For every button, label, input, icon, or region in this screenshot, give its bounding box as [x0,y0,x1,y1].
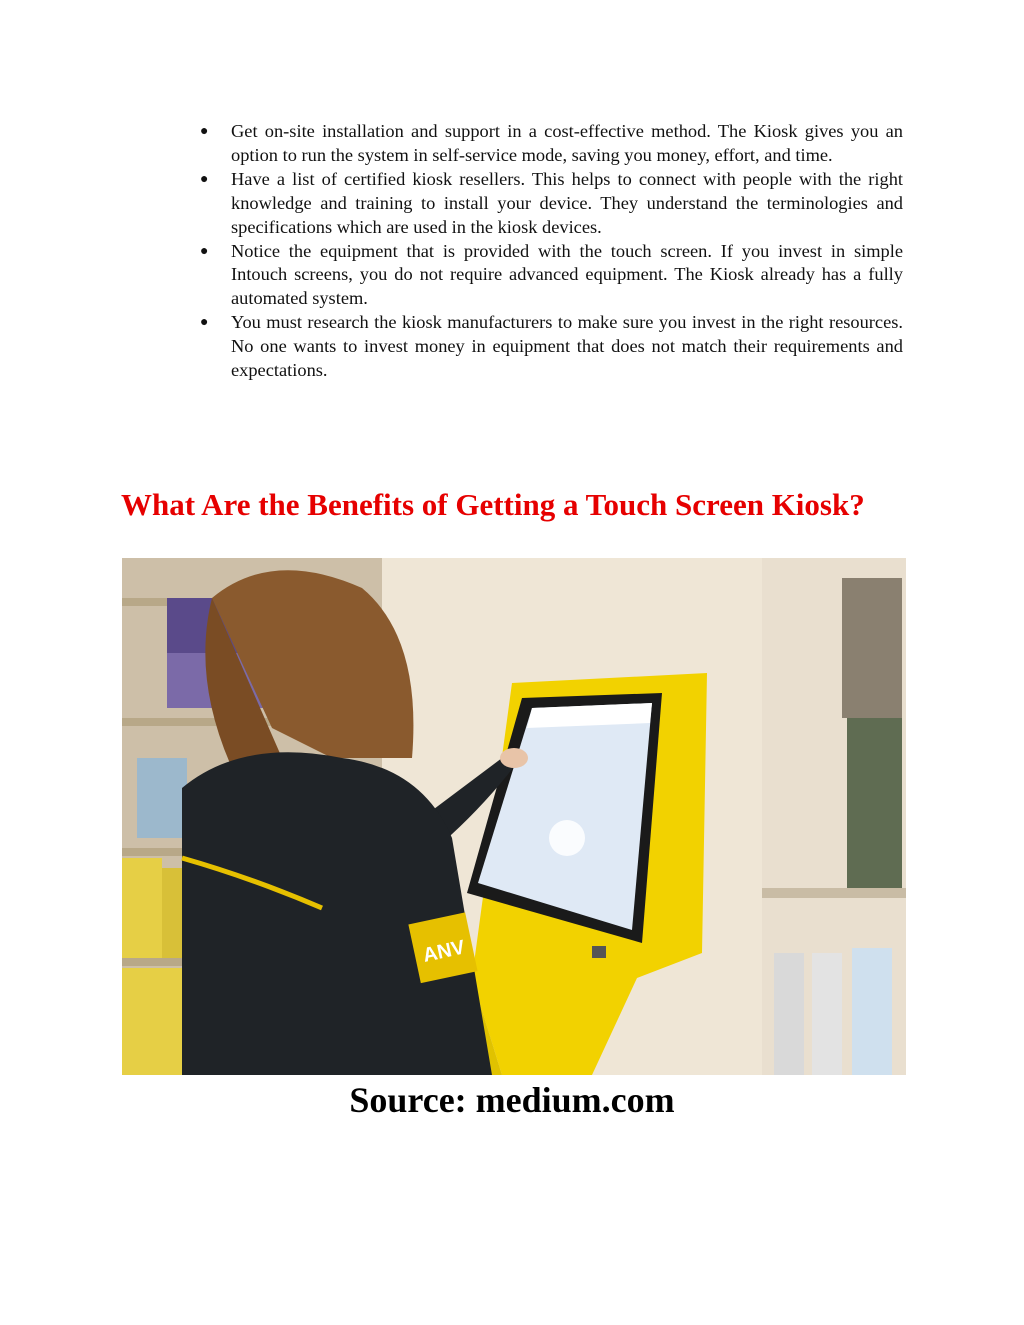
bullet-text: Notice the equipment that is provided with the touch screen. If you invest in simple Intouch screens, you do not require advanced equipment. The Kiosk already has a fully automated system. [231,240,903,309]
bullet-item [200,120,903,168]
bullet-item [200,240,903,312]
section-heading: What Are the Benefits of Getting a Touch Screen Kiosk? [121,487,865,522]
bullet-dot-icon: ● [200,315,209,331]
bullet-text: You must research the kiosk manufacturers to make sure you invest in the right resources. No one wants to invest money in equipment that does not match their requirements and expectations. [231,312,903,381]
bullet-text: Have a list of certified kiosk resellers. This helps to connect with people with the right knowledge and training to install your device. They understand the terminologies and specifications which are used in the kiosk devices. [231,168,903,237]
bullet-dot-icon: ● [200,171,209,187]
kiosk-photo [122,558,906,1075]
image-caption: Source: medium.com [349,1080,675,1120]
bullet-text: Get on-site installation and support in a cost-effective method. The Kiosk gives you an option to run the system in self-service mode, saving you money, effort, and time. [231,121,903,165]
badge-text: ANV [420,936,467,967]
bullet-list [200,120,903,383]
bullet-item [200,168,903,240]
bullet-dot-icon: ● [200,124,209,139]
kiosk-photo-illustration [122,558,906,1075]
bullet-dot-icon: ● [200,243,209,259]
bullet-item [200,311,903,383]
